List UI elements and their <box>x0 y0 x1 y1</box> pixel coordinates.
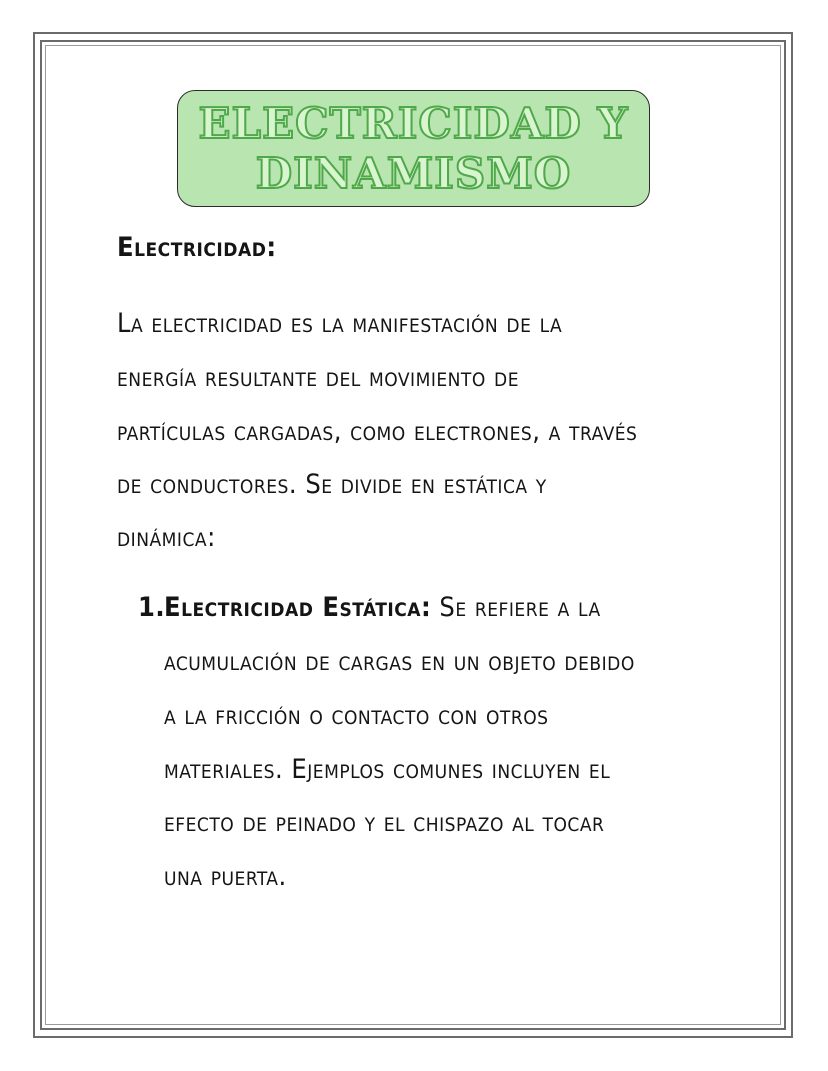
list-item-line-6: una puerta. <box>164 861 287 892</box>
list-item-first-line <box>164 592 601 623</box>
list-item-line-3: a la fricción o contacto con otros <box>164 700 549 731</box>
section-heading: Electricidad: <box>117 232 277 263</box>
list-item-line-4: materiales. Ejemplos comunes incluyen el <box>164 754 611 785</box>
paragraph-line-2: energía resultante del movimiento de <box>117 362 520 393</box>
list-item-line-2: acumulación de cargas en un objeto debido <box>164 646 635 677</box>
title-line-2: DINAMISMO <box>255 148 572 198</box>
list-item-term: Electricidad Estática: <box>164 592 432 623</box>
list-item-first-line-text: Se refiere a la <box>431 592 601 623</box>
paragraph-line-4: de conductores. Se divide en estática y <box>117 469 547 500</box>
title-line-1: ELECTRICIDAD Y <box>198 98 629 148</box>
title-banner <box>177 90 650 207</box>
paragraph-line-1: La electricidad es la manifestación de la <box>117 308 563 339</box>
list-item-line-5: efecto de peinado y el chispazo al tocar <box>164 807 605 838</box>
paragraph-line-3: partículas cargadas, como electrones, a través <box>117 416 638 447</box>
list-item-number: 1. <box>138 592 166 623</box>
paragraph-line-5: dinámica: <box>117 522 216 553</box>
